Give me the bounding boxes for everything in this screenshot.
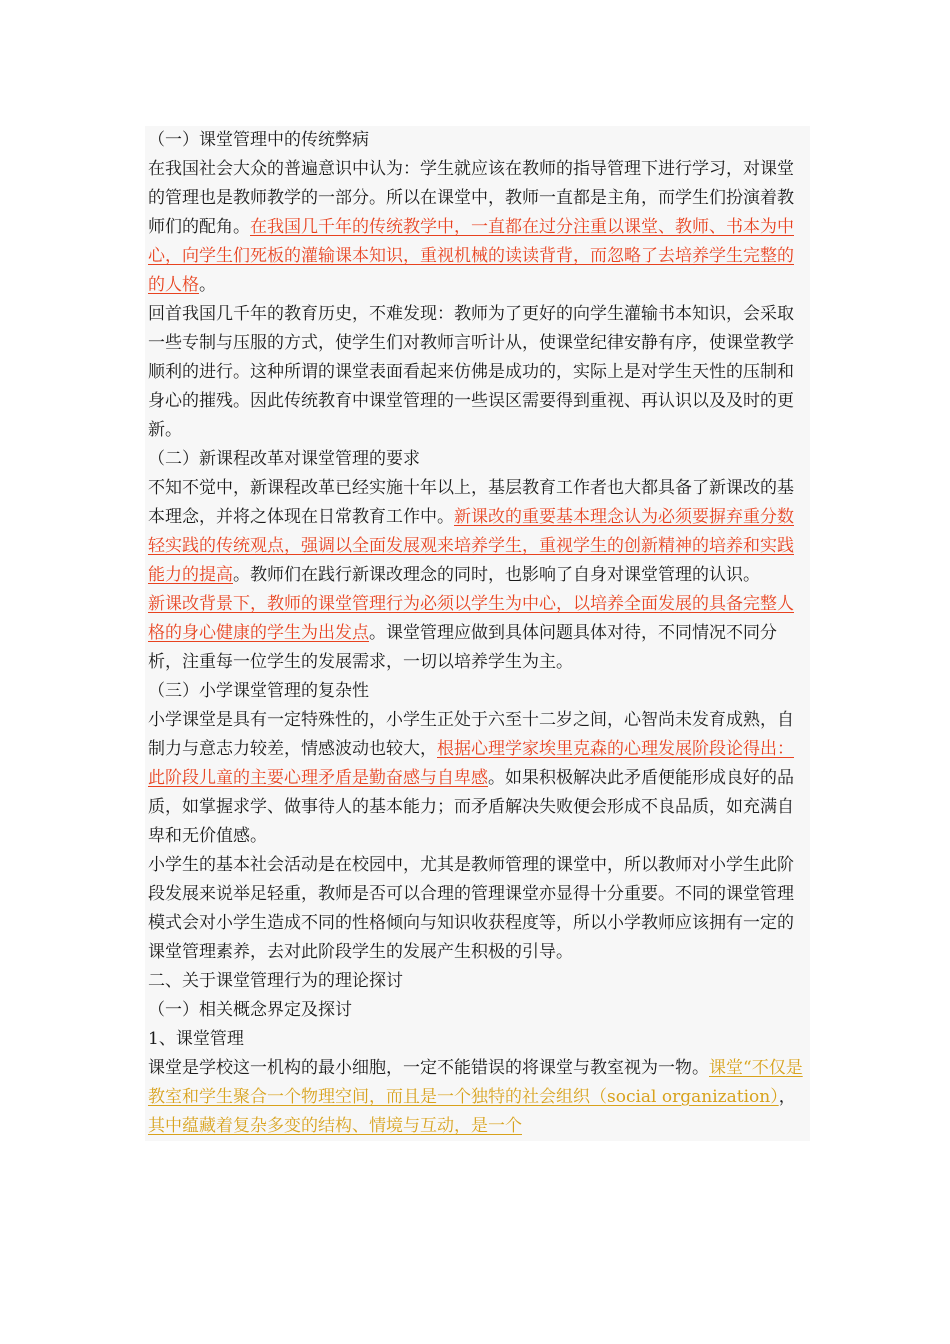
paragraph-text: 在我国社会大众的普遍意识中认为：学生就应该在教师的指导管理下进行学习，对课堂的管理也是教师教学的一部分。所以在课堂中，教师一直都是主角，而学生们扮演着教师们的配角。 [148,159,794,237]
section-heading: （三）小学课堂管理的复杂性 [145,677,810,706]
paragraph: 小学生的基本社会活动是在校园中，尤其是教师管理的课堂中，所以教师对小学生此阶段发展来说举足轻重，教师是否可以合理的管理课堂亦显得十分重要。不同的课堂管理模式会对小学生造成不同的性格倾向与知识收获程度等，所以小学教师应该拥有一定的课堂管理素养，去对此阶段学生的发展产生积极的引导。 [145,851,810,967]
paragraph [145,1054,810,1141]
paragraph-text: 。课堂管理应做到具体问题具体对待，不同情况不同分析，注重每一位学生的发展需求，一切以培养学生为主。 [148,623,777,672]
paragraph-text: ， [778,1087,796,1107]
document-page [145,126,810,1141]
paragraph [145,590,810,677]
paragraph-text: 。如果积极解决此矛盾便能形成良好的品质，如掌握求学、做事待人的基本能力；而矛盾解决失败便会形成不良品质，如充满自卑和无价值感。 [148,768,794,846]
section-heading: （一）课堂管理中的传统弊病 [145,126,810,155]
section-heading: （一）相关概念界定及探讨 [145,996,810,1025]
highlighted-text: 根据心理学家埃里克森的心理发展阶段论得出：此阶段儿童的主要心理矛盾是勤奋感与自卑感 [148,739,794,788]
highlighted-text: 在我国几千年的传统教学中，一直都在过分注重以课堂、教师、书本为中心，向学生们死板的灌输课本知识，重视机械的读读背背，而忽略了去培养学生完整的的人格 [148,217,794,295]
paragraph [145,474,810,590]
paragraph-text: 。 [199,275,216,295]
paragraph: 回首我国几千年的教育历史，不难发现：教师为了更好的向学生灌输书本知识，会采取一些专制与压服的方式，使学生们对教师言听计从，使课堂纪律安静有序，使课堂教学顺利的进行。这种所谓的课堂表面看起来仿佛是成功的，实际上是对学生天性的压制和身心的摧残。因此传统教育中课堂管理的一些误区需要得到重视、再认识以及及时的更新。 [145,300,810,445]
paragraph [145,155,810,300]
paragraph-text: 小学课堂是具有一定特殊性的，小学生正处于六至十二岁之间，心智尚未发育成熟，自制力与意志力较差，情感波动也较大， [148,710,794,759]
paragraph-text: 课堂是学校这一机构的最小细胞，一定不能错误的将课堂与教室视为一物。 [148,1058,709,1078]
highlighted-text: 课堂“不仅是教室和学生聚合一个物理空间，而且是一个独特的社会组织（social organization） [148,1058,803,1107]
paragraph-text: 。教师们在践行新课改理念的同时，也影响了自身对课堂管理的认识。 [233,565,760,585]
paragraph-text: 不知不觉中，新课程改革已经实施十年以上，基层教育工作者也大都具备了新课改的基本理念，并将之体现在日常教育工作中。 [148,478,794,527]
highlighted-text: 新课改的重要基本理念认为必须要摒弃重分数轻实践的传统观点，强调以全面发展观来培养学生，重视学生的创新精神的培养和实践能力的提高 [148,507,794,585]
paragraph [145,706,810,851]
highlighted-text: 新课改背景下，教师的课堂管理行为必须以学生为中心，以培养全面发展的具备完整人格的身心健康的学生为出发点 [148,594,794,643]
chapter-heading: 二、关于课堂管理行为的理论探讨 [145,967,810,996]
highlighted-text: 其中蕴藏着复杂多变的结构、情境与互动，是一个 [148,1116,522,1136]
section-heading: （二）新课程改革对课堂管理的要求 [145,445,810,474]
item-heading: 1、课堂管理 [145,1025,810,1054]
